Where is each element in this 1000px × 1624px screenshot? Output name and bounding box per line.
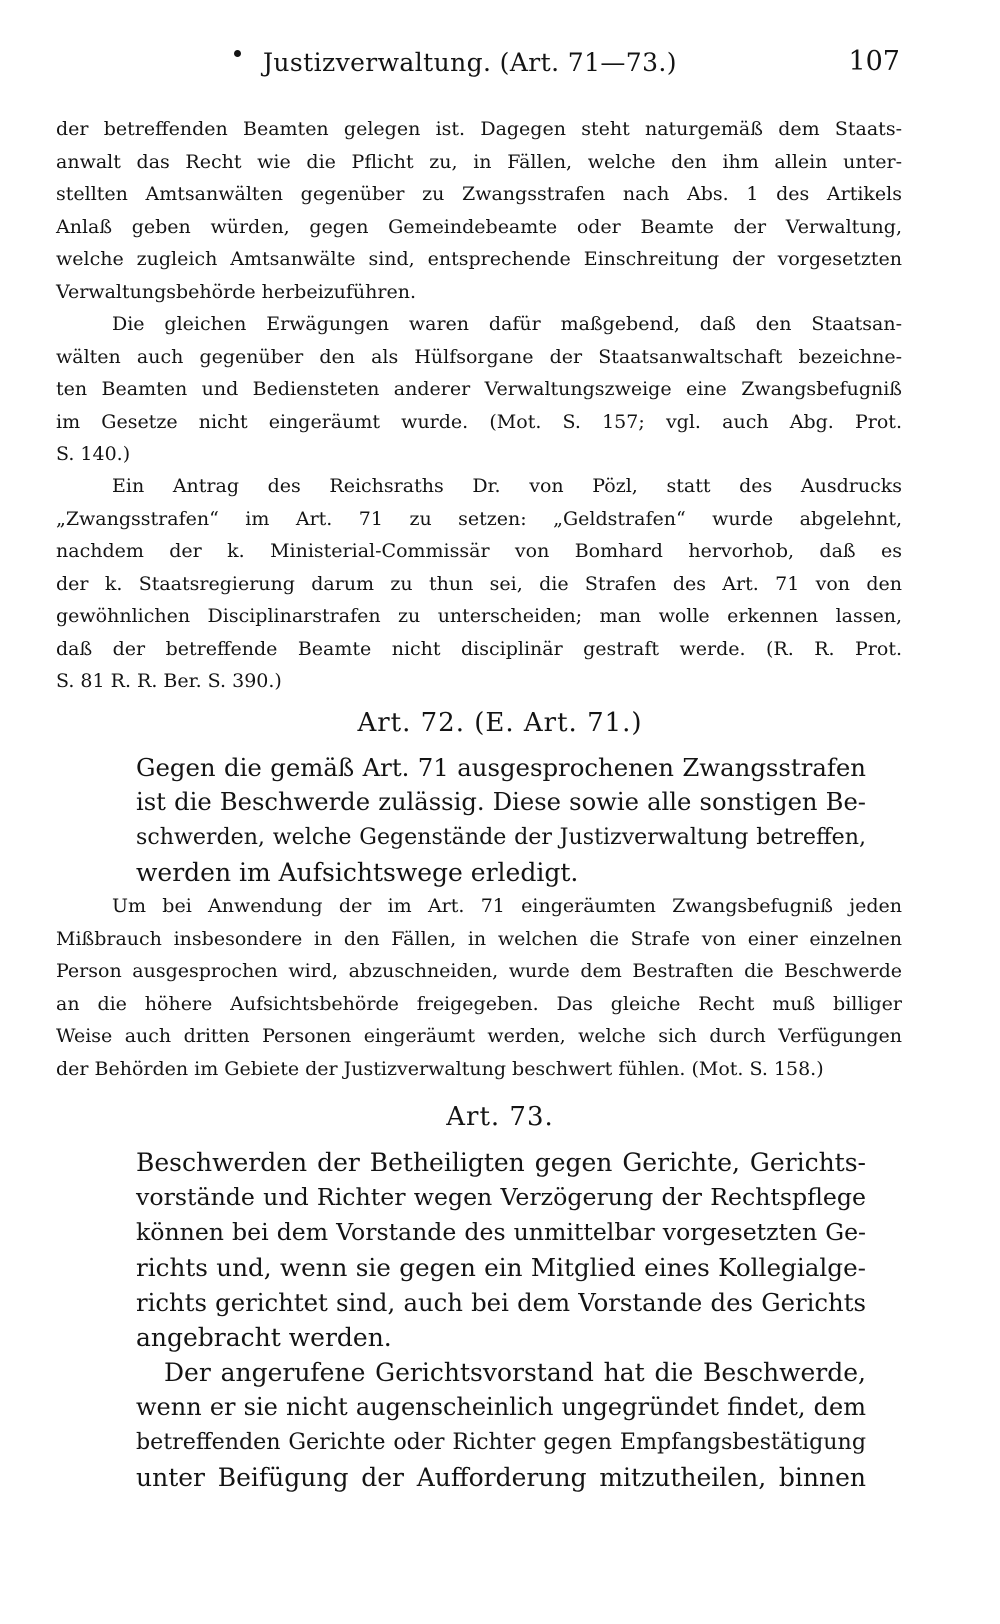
text-line: wenn er sie nicht augenscheinlich ungegründet findet, dem [136, 1393, 866, 1421]
paragraph-1 [56, 113, 902, 308]
running-head [0, 46, 1000, 86]
text-line: Weise auch dritten Personen eingeräumt werden, welche sich durch Verfügungen [56, 1025, 902, 1047]
article-73-paragraph-1 [136, 1145, 866, 1355]
paragraph-2 [56, 308, 902, 471]
text-line: Um bei Anwendung der im Art. 71 eingeräumten Zwangsbefugniß jeden [112, 895, 902, 917]
text-line: gewöhnlichen Disciplinarstrafen zu unterscheiden; man wolle erkennen lassen, [56, 605, 902, 627]
text-line: Der angerufene Gerichtsvorstand hat die Beschwerde, [164, 1358, 866, 1387]
text-line: Verwaltungsbehörde herbeizuführen. [56, 280, 417, 303]
text-line: ist die Beschwerde zulässig. Diese sowie alle sonstigen Be- [136, 788, 866, 816]
text-line: richts und, wenn sie gegen ein Mitglied eines Kollegialge- [136, 1253, 866, 1282]
text-line: unter Beifügung der Aufforderung mitzutheilen, binnen [136, 1463, 866, 1492]
text-line: im Gesetze nicht eingeräumt wurde. (Mot. S. 157; vgl. auch Abg. Prot. [56, 410, 902, 433]
text-line: vorstände und Richter wegen Verzögerung der Rechtspflege [136, 1183, 866, 1211]
text-line: an die höhere Aufsichtsbehörde freigegeben. Das gleiche Recht muß billiger [56, 992, 902, 1015]
text-line: Gegen die gemäß Art. 71 ausgesprochenen Zwangsstrafen [136, 753, 866, 782]
text-line: betreffenden Gerichte oder Richter gegen Empfangsbestätigung [136, 1429, 866, 1455]
text-line: anwalt das Recht wie die Pflicht zu, in Fällen, welche den ihm allein unter- [56, 150, 902, 173]
article-72-heading: Art. 72. (E. Art. 71.) [357, 708, 643, 738]
text-line: wälten auch gegenüber den als Hülfsorgane der Staatsanwaltschaft bezeichne- [56, 345, 902, 368]
page-number: 107 [848, 46, 900, 77]
text-line: schwerden, welche Gegenstände der Justizverwaltung betreffen, [136, 824, 866, 850]
text-line: Beschwerden der Betheiligten gegen Gerichte, Gerichts- [136, 1148, 866, 1177]
text-line: der betreffenden Beamten gelegen ist. Dagegen steht naturgemäß dem Staats- [56, 118, 902, 140]
text-line: können bei dem Vorstande des unmittelbar vorgesetzten Ge- [136, 1218, 866, 1246]
text-line: nachdem der k. Ministerial-Commissär von Bomhard hervorhob, daß es [56, 540, 902, 562]
text-line: S. 81 R. R. Ber. S. 390.) [56, 670, 282, 692]
text-line: Mißbrauch insbesondere in den Fällen, in welchen die Strafe von einer einzelnen [56, 927, 902, 950]
running-title: Justizverwaltung. (Art. 71—73.) [263, 48, 677, 77]
text-line: stellten Amtsanwälten gegenüber zu Zwangsstrafen nach Abs. 1 des Artikels [56, 183, 902, 205]
text-line: daß der betreffende Beamte nicht disciplinär gestraft werde. (R. R. Prot. [56, 637, 902, 660]
article-72-text [136, 750, 866, 890]
text-line: der k. Staatsregierung darum zu thun sei, die Strafen des Art. 71 von den [56, 572, 902, 595]
text-line: Anlaß geben würden, gegen Gemeindebeamte oder Beamte der Verwaltung, [56, 215, 902, 238]
text-line: welche zugleich Amtsanwälte sind, entsprechende Einschreitung der vorgesetzten [56, 248, 902, 270]
paragraph-3 [56, 470, 902, 698]
text-line: Person ausgesprochen wird, abzuschneiden, wurde dem Bestraften die Beschwerde [56, 960, 902, 982]
text-line: „Zwangsstrafen“ im Art. 71 zu setzen: „Geldstrafen“ wurde abgelehnt, [56, 507, 902, 530]
text-line: Die gleichen Erwägungen waren dafür maßgebend, daß den Staatsan- [112, 313, 902, 335]
text-line: werden im Aufsichtswege erledigt. [136, 858, 579, 887]
text-line: der Behörden im Gebiete der Justizverwaltung beschwert fühlen. (Mot. S. 158.) [56, 1057, 824, 1080]
article-73-paragraph-2 [136, 1355, 866, 1495]
text-line: ten Beamten und Bediensteten anderer Verwaltungszweige eine Zwangsbefugniß [56, 378, 902, 400]
text-line: richts gerichtet sind, auch bei dem Vorstande des Gerichts [136, 1288, 866, 1317]
text-line: S. 140.) [56, 443, 131, 465]
article-72-note [56, 890, 902, 1085]
article-73-heading: Art. 73. [446, 1102, 554, 1132]
text-line: Ein Antrag des Reichsraths Dr. von Pözl, statt des Ausdrucks [112, 475, 902, 497]
ink-dot [234, 50, 241, 57]
text-line: angebracht werden. [136, 1323, 392, 1352]
